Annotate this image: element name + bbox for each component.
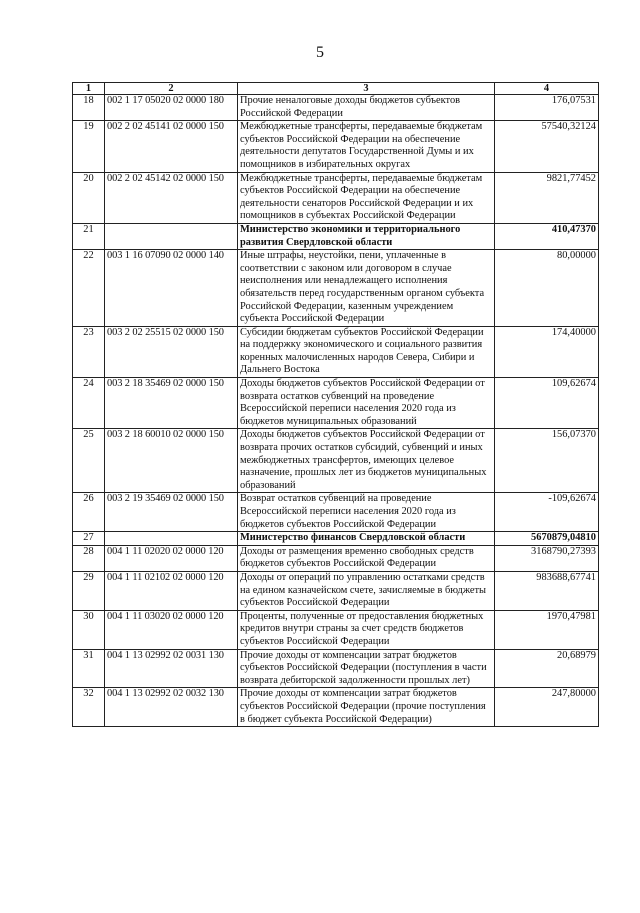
table-row [73, 429, 599, 493]
table-row [73, 172, 599, 223]
row-number-cell: 25 [73, 429, 105, 493]
amount-cell: 1970,47981 [495, 610, 599, 649]
amount-cell: 57540,32124 [495, 121, 599, 172]
description-cell: Доходы бюджетов субъектов Российской Федерации от возврата прочих остатков субсидий, субвенций и иных межбюджетных трансфертов, имеющих целевое назначение, прошлых лет из бюджетов муниципальных образований [238, 429, 495, 493]
budget-code-cell [105, 532, 238, 546]
amount-cell: 174,40000 [495, 326, 599, 377]
table-row [73, 378, 599, 429]
description-cell: Доходы от размещения временно свободных средств бюджетов субъектов Российской Федерации [238, 545, 495, 571]
budget-code-cell: 004 1 13 02992 02 0032 130 [105, 688, 238, 727]
table-body [73, 95, 599, 727]
row-number-cell: 18 [73, 95, 105, 121]
amount-cell: 3168790,27393 [495, 545, 599, 571]
description-cell: Межбюджетные трансферты, передаваемые бюджетам субъектов Российской Федерации на обеспечение деятельности депутатов Государственной Думы и их помощников в избирательных округах [238, 121, 495, 172]
row-number-cell: 26 [73, 493, 105, 532]
row-number-cell: 19 [73, 121, 105, 172]
budget-code-cell [105, 223, 238, 249]
budget-code-cell: 003 2 19 35469 02 0000 150 [105, 493, 238, 532]
column-header-code: 2 [105, 83, 238, 95]
table-row [73, 326, 599, 377]
table-header-row [73, 83, 599, 95]
table-row [73, 571, 599, 610]
column-header-description: 3 [238, 83, 495, 95]
amount-cell: 80,00000 [495, 250, 599, 327]
amount-cell: 156,07370 [495, 429, 599, 493]
row-number-cell: 29 [73, 571, 105, 610]
description-cell: Субсидии бюджетам субъектов Российской Федерации на поддержку экономического и социального развития коренных малочисленных народов Севера, Сибири и Дальнего Востока [238, 326, 495, 377]
table-row [73, 545, 599, 571]
budget-code-cell: 003 1 16 07090 02 0000 140 [105, 250, 238, 327]
amount-cell: 20,68979 [495, 649, 599, 688]
column-header-number: 1 [73, 83, 105, 95]
row-number-cell: 20 [73, 172, 105, 223]
amount-cell: 5670879,04810 [495, 532, 599, 546]
table-row [73, 121, 599, 172]
budget-code-cell: 004 1 13 02992 02 0031 130 [105, 649, 238, 688]
amount-cell: 109,62674 [495, 378, 599, 429]
description-cell: Прочие доходы от компенсации затрат бюджетов субъектов Российской Федерации (поступления в части возврата дебиторской задолженности прошлых лет) [238, 649, 495, 688]
budget-code-cell: 003 2 02 25515 02 0000 150 [105, 326, 238, 377]
budget-code-cell: 003 2 18 60010 02 0000 150 [105, 429, 238, 493]
row-number-cell: 31 [73, 649, 105, 688]
description-cell: Межбюджетные трансферты, передаваемые бюджетам субъектов Российской Федерации на обеспечение деятельности сенаторов Российской Федерации и их помощников в субъектах Российской Федерации [238, 172, 495, 223]
description-cell: Министерство экономики и территориального развития Свердловской области [238, 223, 495, 249]
amount-cell: 247,80000 [495, 688, 599, 727]
description-cell: Проценты, полученные от предоставления бюджетных кредитов внутри страны за счет средств бюджетов субъектов Российской Федерации [238, 610, 495, 649]
budget-code-cell: 002 2 02 45142 02 0000 150 [105, 172, 238, 223]
description-cell: Возврат остатков субвенций на проведение Всероссийской переписи населения 2020 года из бюджетов субъектов Российской Федерации [238, 493, 495, 532]
row-number-cell: 23 [73, 326, 105, 377]
row-number-cell: 30 [73, 610, 105, 649]
row-number-cell: 24 [73, 378, 105, 429]
page-number: 5 [316, 44, 324, 61]
revenue-table [72, 82, 599, 727]
row-number-cell: 27 [73, 532, 105, 546]
description-cell: Иные штрафы, неустойки, пени, уплаченные в соответствии с законом или договором в случае неисполнения или ненадлежащего исполнения обязательств перед государственным органом субъекта Российской Федерации, казенным учреждением субъекта Российской Федерации [238, 250, 495, 327]
budget-code-cell: 003 2 18 35469 02 0000 150 [105, 378, 238, 429]
amount-cell: 176,07531 [495, 95, 599, 121]
table-row [73, 493, 599, 532]
budget-code-cell: 002 2 02 45141 02 0000 150 [105, 121, 238, 172]
description-cell: Доходы от операций по управлению остатками средств на едином казначейском счете, зачисляемые в бюджеты субъектов Российской Федерации [238, 571, 495, 610]
row-number-cell: 22 [73, 250, 105, 327]
table-row [73, 610, 599, 649]
table-row [73, 223, 599, 249]
table-row [73, 250, 599, 327]
amount-cell: 410,47370 [495, 223, 599, 249]
budget-code-cell: 002 1 17 05020 02 0000 180 [105, 95, 238, 121]
budget-code-cell: 004 1 11 02102 02 0000 120 [105, 571, 238, 610]
table-row [73, 649, 599, 688]
table-row [73, 532, 599, 546]
amount-cell: 983688,67741 [495, 571, 599, 610]
amount-cell: -109,62674 [495, 493, 599, 532]
description-cell: Прочие доходы от компенсации затрат бюджетов субъектов Российской Федерации (прочие поступления в бюджет субъекта Российской Федерации) [238, 688, 495, 727]
row-number-cell: 28 [73, 545, 105, 571]
description-cell: Прочие неналоговые доходы бюджетов субъектов Российской Федерации [238, 95, 495, 121]
description-cell: Министерство финансов Свердловской области [238, 532, 495, 546]
table-row [73, 688, 599, 727]
budget-code-cell: 004 1 11 02020 02 0000 120 [105, 545, 238, 571]
column-header-amount: 4 [495, 83, 599, 95]
table-row [73, 95, 599, 121]
row-number-cell: 21 [73, 223, 105, 249]
row-number-cell: 32 [73, 688, 105, 727]
amount-cell: 9821,77452 [495, 172, 599, 223]
description-cell: Доходы бюджетов субъектов Российской Федерации от возврата остатков субвенций на проведение Всероссийской переписи населения 2020 года из бюджетов муниципальных образований [238, 378, 495, 429]
budget-code-cell: 004 1 11 03020 02 0000 120 [105, 610, 238, 649]
